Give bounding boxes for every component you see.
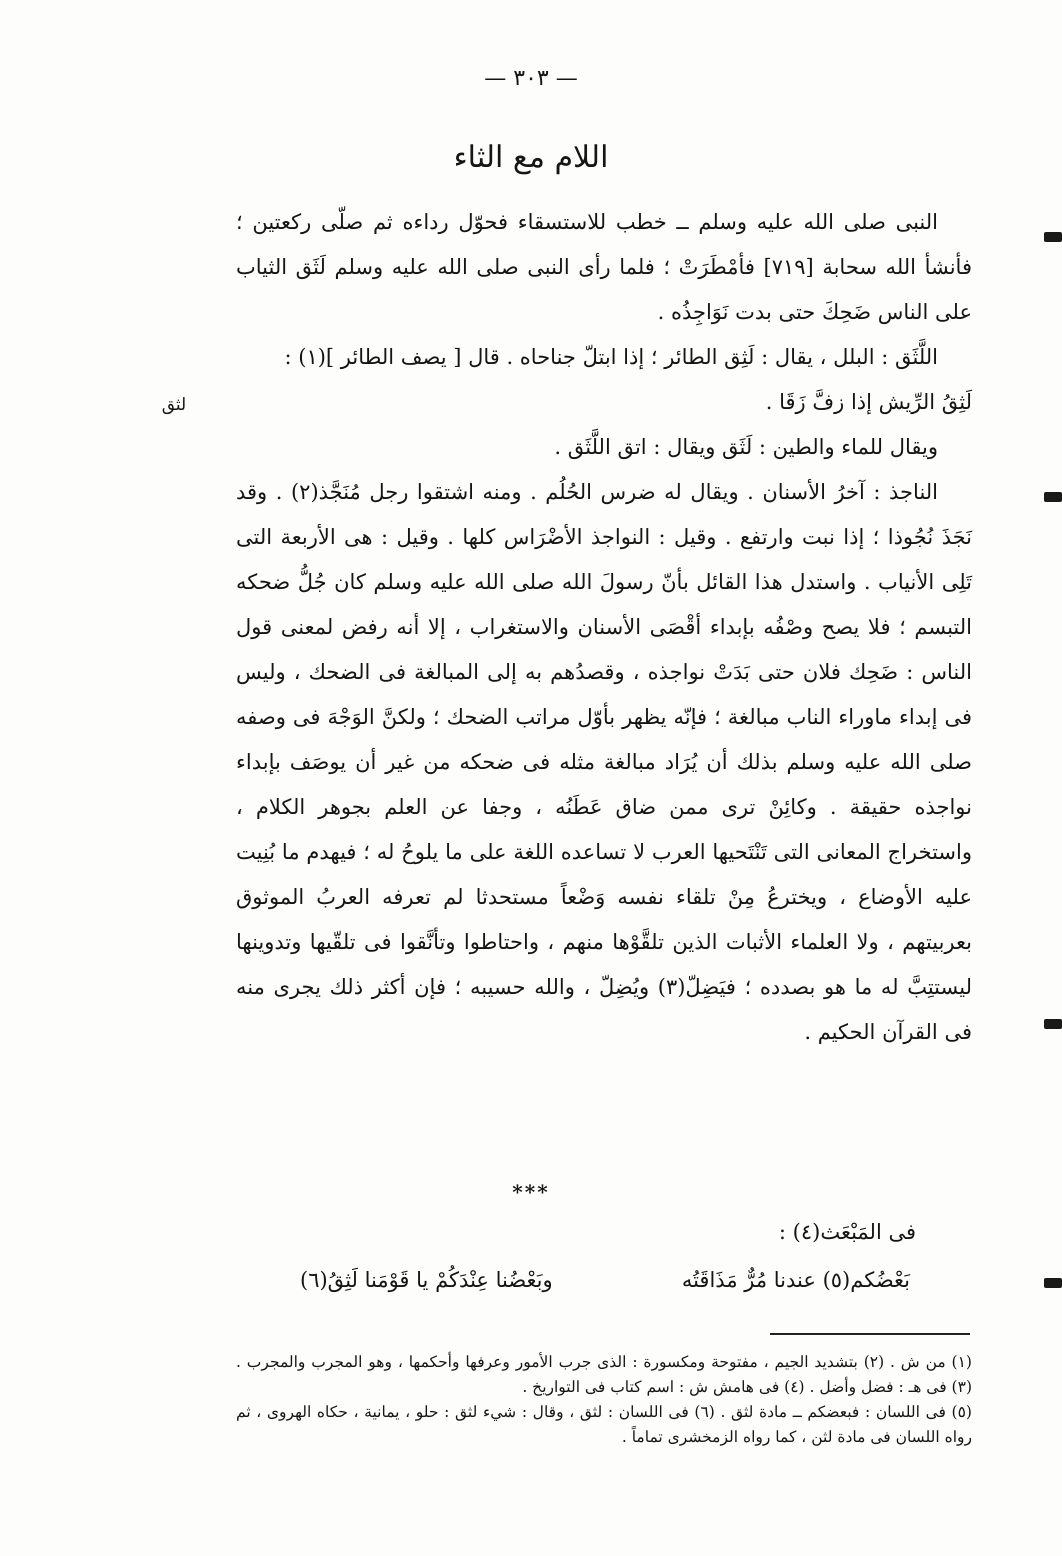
binding-edge-mark [1044, 232, 1062, 242]
binding-edge-mark [1044, 1278, 1062, 1288]
poem-hemistich-first: بَعْضُكم(٥) عندنا مُرٌّ مَذَاقَتُه [681, 1268, 910, 1292]
footnote-line: (٥) فى اللسان : فبعضكم ــ مادة لثق . (٦) فى اللسان : لثق ، وقال : شيء لثق : حلو ، يمانية ، حكاه الهروى ، ثم رواه اللسان فى مادة لثن ، كما رواه الزمخشرى تماماً . [236, 1403, 972, 1446]
verse-quote: لَثِقُ الرِّيش إذا زفَّ زَقَا . [765, 390, 972, 414]
paragraph-hadith: النبى صلى الله عليه وسلم ــ خطب للاستسقاء فحوّل رداءه ثم صلّى ركعتين ؛ فأنشأ الله سحابة [٧١٩] فأمْطَرَتْ ؛ فلما رأى النبى صلى الله عليه وسلم لَثَق الثياب على الناس ضَحِكَ حتى بدت نَوَاجِذُه . [236, 210, 972, 324]
poem-verse [300, 1268, 910, 1292]
book-reference: فى المَبْعَث(٤) : [778, 1220, 916, 1244]
paragraph-lathaq-definition: اللَّثَق : البلل ، يقال : لَثِق الطائر ؛ إذا ابتلّ جناحاه . قال [ يصف الطائر ](١) : [284, 345, 938, 369]
section-title: اللام مع الثاء [453, 140, 609, 175]
footnote-divider [770, 1333, 970, 1335]
paragraph-najidh: الناجذ : آخرُ الأسنان . ويقال له ضرس الحُلُم . ومنه اشتقوا رجل مُنَجَّذ(٢) . وقد نَجَذَ نُجُوذا ؛ إذا نبت وارتفع . وقيل : النواجذ الأضْرَاس كلها . وقيل : هى الأربعة التى تَلِى الأنياب . واستدل هذا القائل بأنّ رسولَ الله صلى الله عليه وسلم كان جُلُّ ضحكه التبسم ؛ فلا يصح وصْفُه بإبداء أقْصَى الأسنان والاستغراب ، إلا أنه رفض لمعنى قول الناس : ضَحِك فلان حتى بَدَتْ نواجذه ، وقصدُهم به إلى المبالغة فى الضحك ، وليس فى إبداء ماوراء الناب مبالغة ؛ فإنّه يظهر بأوّل مراتب الضحك ؛ ولكنَّ الوَجْهَ فى وصفه صلى الله عليه وسلم بذلك أن يُرَاد مبالغة مثله فى ضحكه من غير أن يوصَف بإبداء نواجذه حقيقة . وكائِنْ ترى ممن ضاق عَطَنُه ، وجفا عن العلم بجوهر الكلام ، واستخراج المعانى التى تَنْتَحيها العرب لا تساعده اللغة على ما يلوحُ له ؛ فيهدم ما بُنِيت عليه الأوضاع ، ويخترعُ مِنْ تلقاء نفسه وَضْعاً مستحدثا لم تعرفه العربُ الموثوق بعربيتهم ، ولا العلماء الأثبات الذين تلقَّوْها منهم ، واحتاطوا وتأنَّقوا فى تلقّيها وتدوينها ليستتِبَّ له ما هو بصدده ؛ فيَضِلّ(٣) ويُضِلّ ، والله حسيبه ؛ فإن أكثر ذلك يجرى منه فى القرآن الحكيم . [236, 480, 972, 1044]
poem-hemistich-second: وبَعْضُنا عِنْدَكُمْ يا قَوْمَنا لَثِقُ(٦) [300, 1268, 553, 1292]
body-text [236, 200, 972, 1055]
binding-edge-mark [1044, 492, 1062, 502]
binding-edge-mark [1044, 1019, 1062, 1029]
margin-note: لثق [161, 395, 187, 415]
paragraph-water-mud: ويقال للماء والطين : لَثَق ويقال : اتق اللَّثَق . [554, 435, 938, 459]
footnotes [236, 1350, 972, 1450]
footnote-line: (١) من ش . (٢) بتشديد الجيم ، مفتوحة ومكسورة : الذى جرب الأمور وعرفها وأحكمها ، وهو المجرب والمجرب . (٣) فى هـ : فضل وأضل . (٤) فى هامش ش : اسم كتاب فى التواريخ . [236, 1353, 972, 1396]
page-number: — ٣٠٣ — [484, 66, 578, 91]
section-separator: *** [512, 1180, 550, 1204]
